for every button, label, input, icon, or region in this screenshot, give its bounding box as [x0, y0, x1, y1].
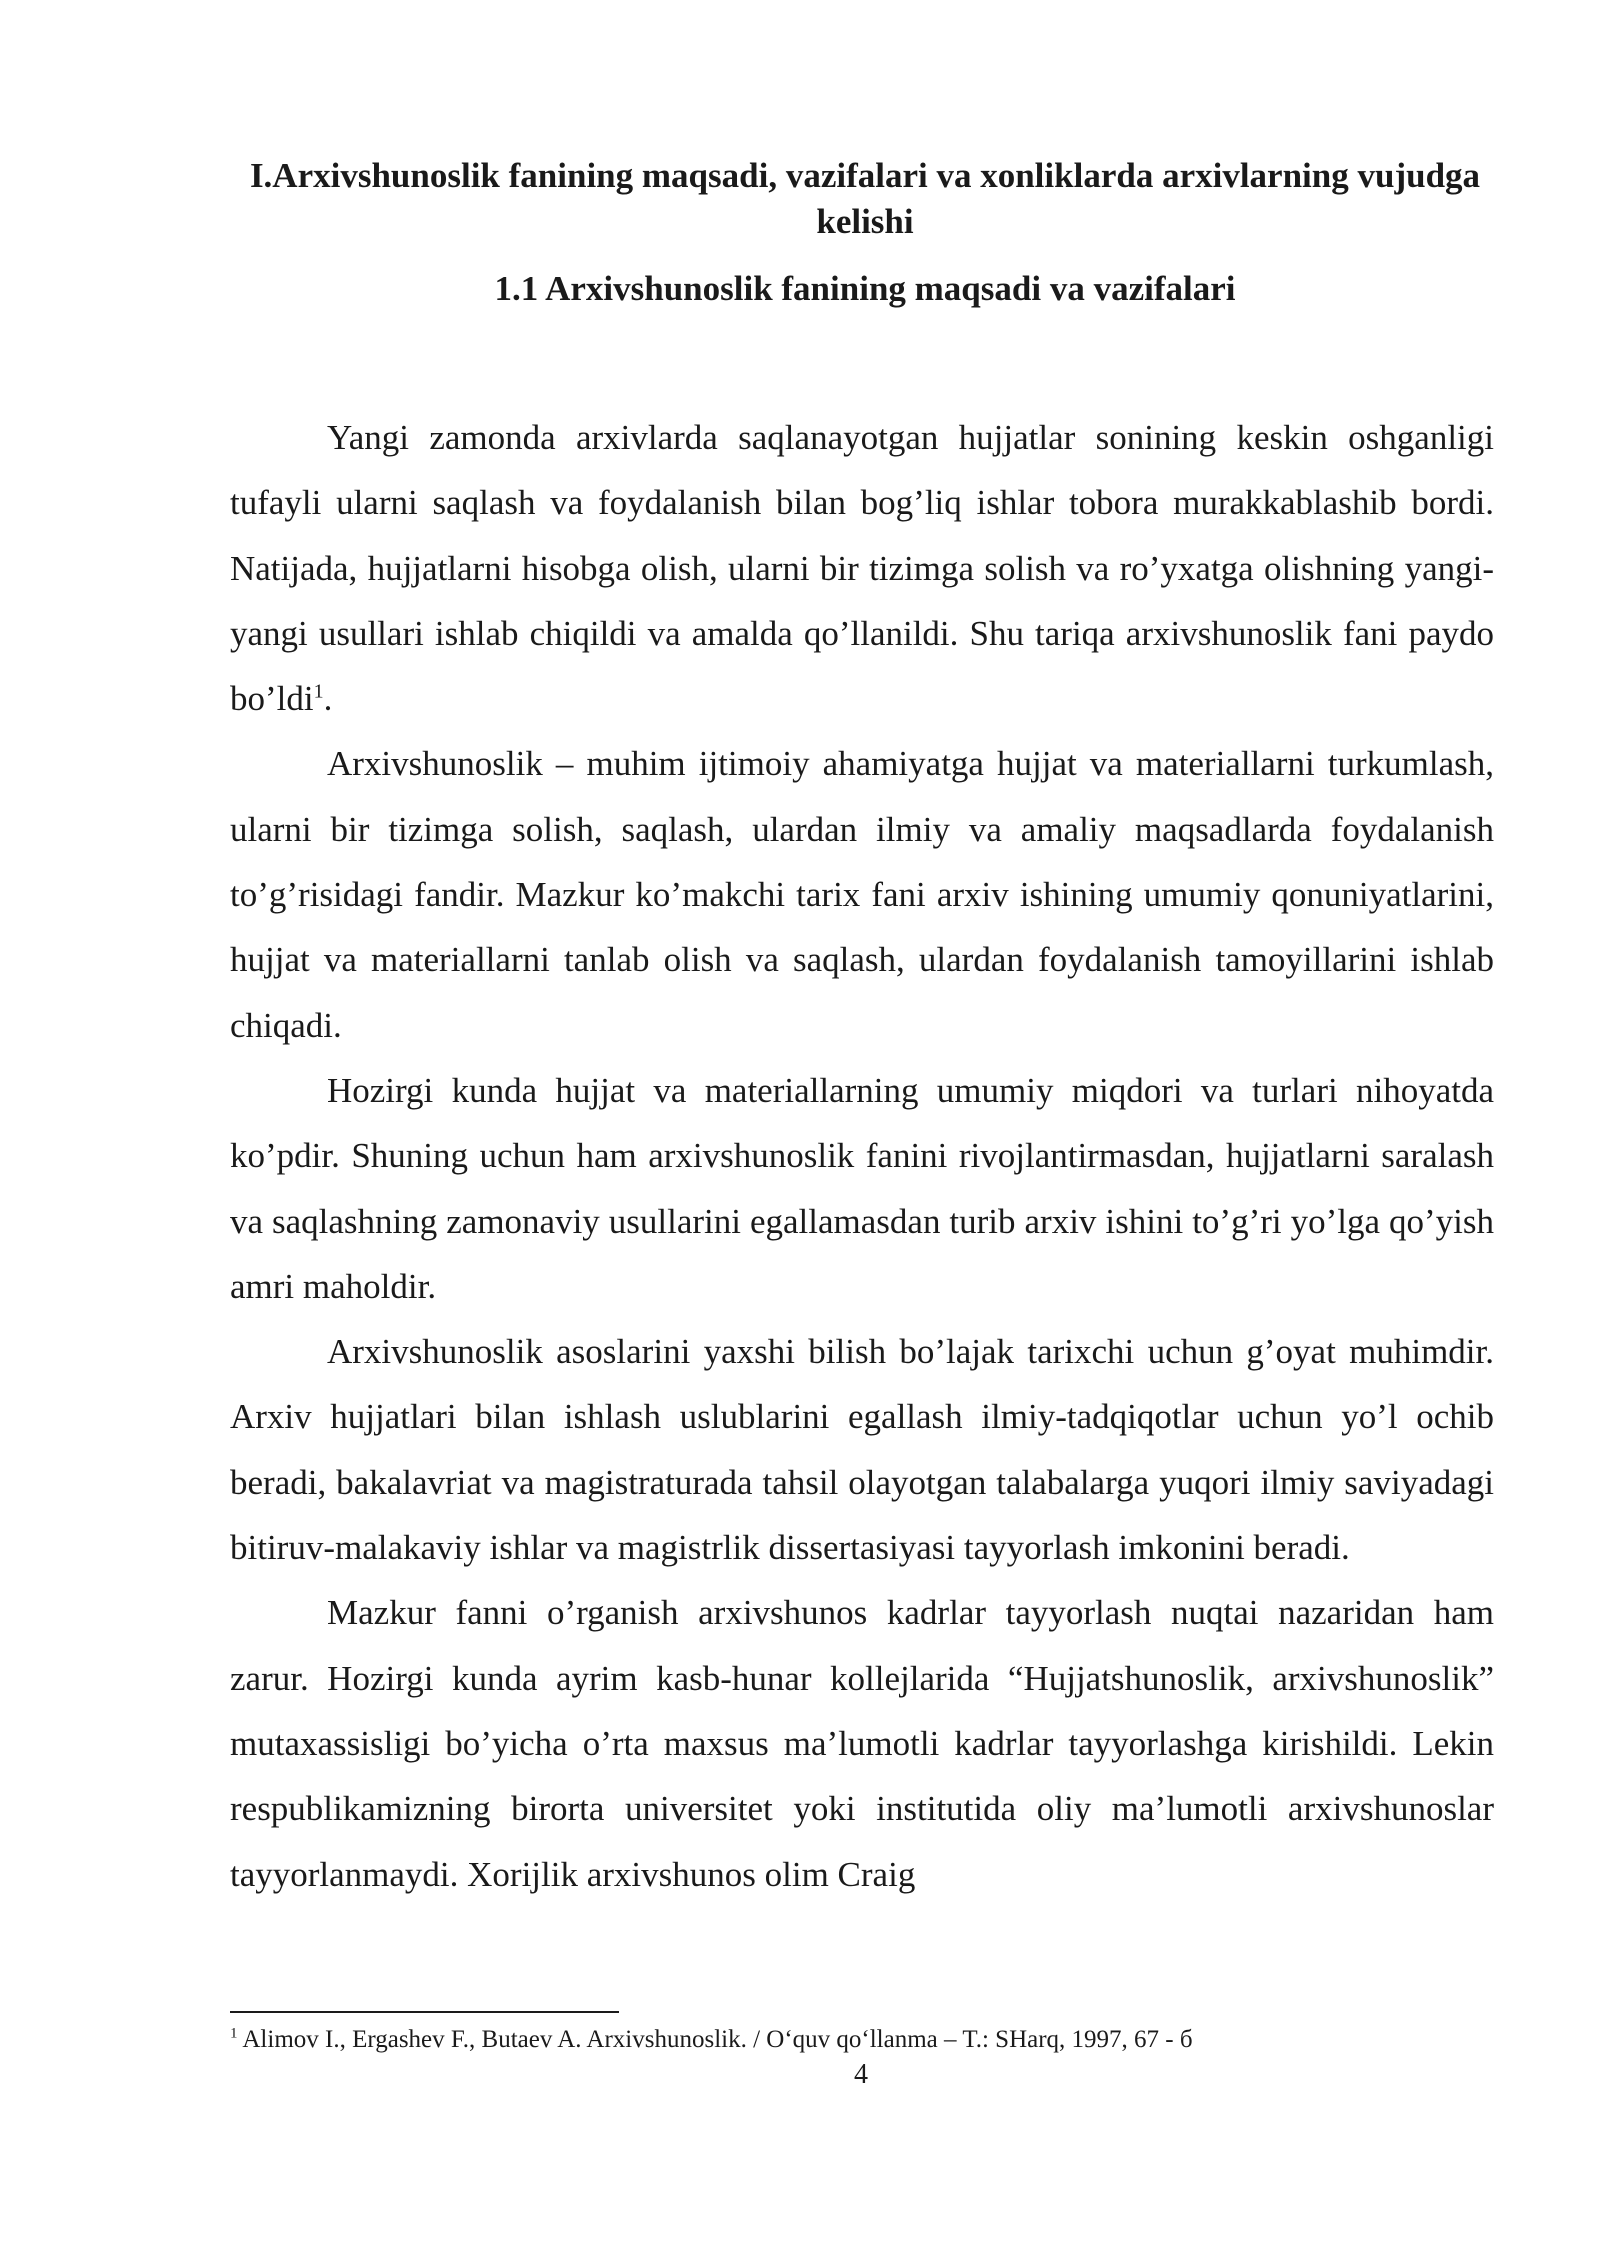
paragraph-text: Yangi zamonda arxivlarda saqlanayotgan hujjatlar sonining keskin oshganligi tufayli ularni saqlash va foydalanish bilan bog’liq ishlar tobora murakkablashib bordi. Natijada, hujjatlarni hisobga olish, ularni bir tizimga solish va ro’yxatga olishning yangi-yangi usullari ishlab chiqildi va amalda qo’llanildi. Shu tariqa arxivshunoslik fani paydo bo’ldi — [230, 418, 1494, 719]
page-number: 4 — [854, 2059, 868, 2090]
paragraph: Arxivshunoslik – muhim ijtimoiy ahamiyatga hujjat va materiallarni turkumlash, ularni bir tizimga solish, saqlash, ulardan ilmiy va amaliy maqsadlarda foydalanish to’g’risidagi fandir. Mazkur ko’makchi tarix fani arxiv ishining umumiy qonuniyatlarini, hujjat va materiallarni tanlab olish va saqlash, ulardan foydalanish tamoyillarini ishlab chiqadi. — [230, 744, 1494, 1045]
chapter-title: I.Arxivshunoslik fanining maqsadi, vazifalari va xonliklarda arxivlarning vujudga kelishi — [249, 156, 1481, 241]
section-title: 1.1 Arxivshunoslik fanining maqsadi va vazifalari — [494, 269, 1236, 308]
paragraph — [230, 405, 1494, 731]
paragraph: Hozirgi kunda hujjat va materiallarning umumiy miqdori va turlari nihoyatda ko’pdir. Shuning uchun ham arxivshunoslik fanini rivojlantirmasdan, hujjatlarni saralash va saqlashning zamonaviy usullarini egallamasdan turib arxiv ishini to’g’ri yo’lga qo’yish amri maholdir. — [230, 1070, 1494, 1306]
footnote-reference[interactable]: 1 — [313, 680, 324, 703]
footnote-separator — [230, 2011, 619, 2013]
paragraph: Mazkur fanni o’rganish arxivshunos kadrlar tayyorlash nuqtai nazaridan ham zarur. Hozirgi kunda ayrim kasb-hunar kollejlarida “Hujjatshunoslik, arxivshunoslik” mutaxassisligi bo’yicha o’rta maxsus ma’lumotli kadrlar tayyorlashga kirishildi. Lekin respublikamizning birorta universitet yoki institutida oliy ma’lumotli arxivshunoslar tayyorlanmaydi. Xorijlik arxivshunos olim Craig — [230, 1593, 1494, 1894]
paragraph: Arxivshunoslik asoslarini yaxshi bilish bo’lajak tarixchi uchun g’oyat muhimdir. Arxiv hujjatlari bilan ishlash uslublarini egallash ilmiy-tadqiqotlar uchun yo’l ochib beradi, bakalavriat va magistraturada tahsil olayotgan talabalarga yuqori ilmiy saviyadagi bitiruv-malakaviy ishlar va magistrlik dissertasiyasi tayyorlash imkonini beradi. — [230, 1332, 1494, 1568]
footnote-number: 1 — [230, 2025, 238, 2042]
paragraph-end-punct: . — [323, 679, 333, 719]
footnote — [230, 2024, 1500, 2056]
footnote-text: Alimov I., Ergashev F., Butaev A. Arxivshunoslik. / O‘quv qo‘llanma – T.: SHarq, 1997, 67 - б — [237, 2026, 1193, 2053]
body-text — [230, 405, 1494, 1907]
